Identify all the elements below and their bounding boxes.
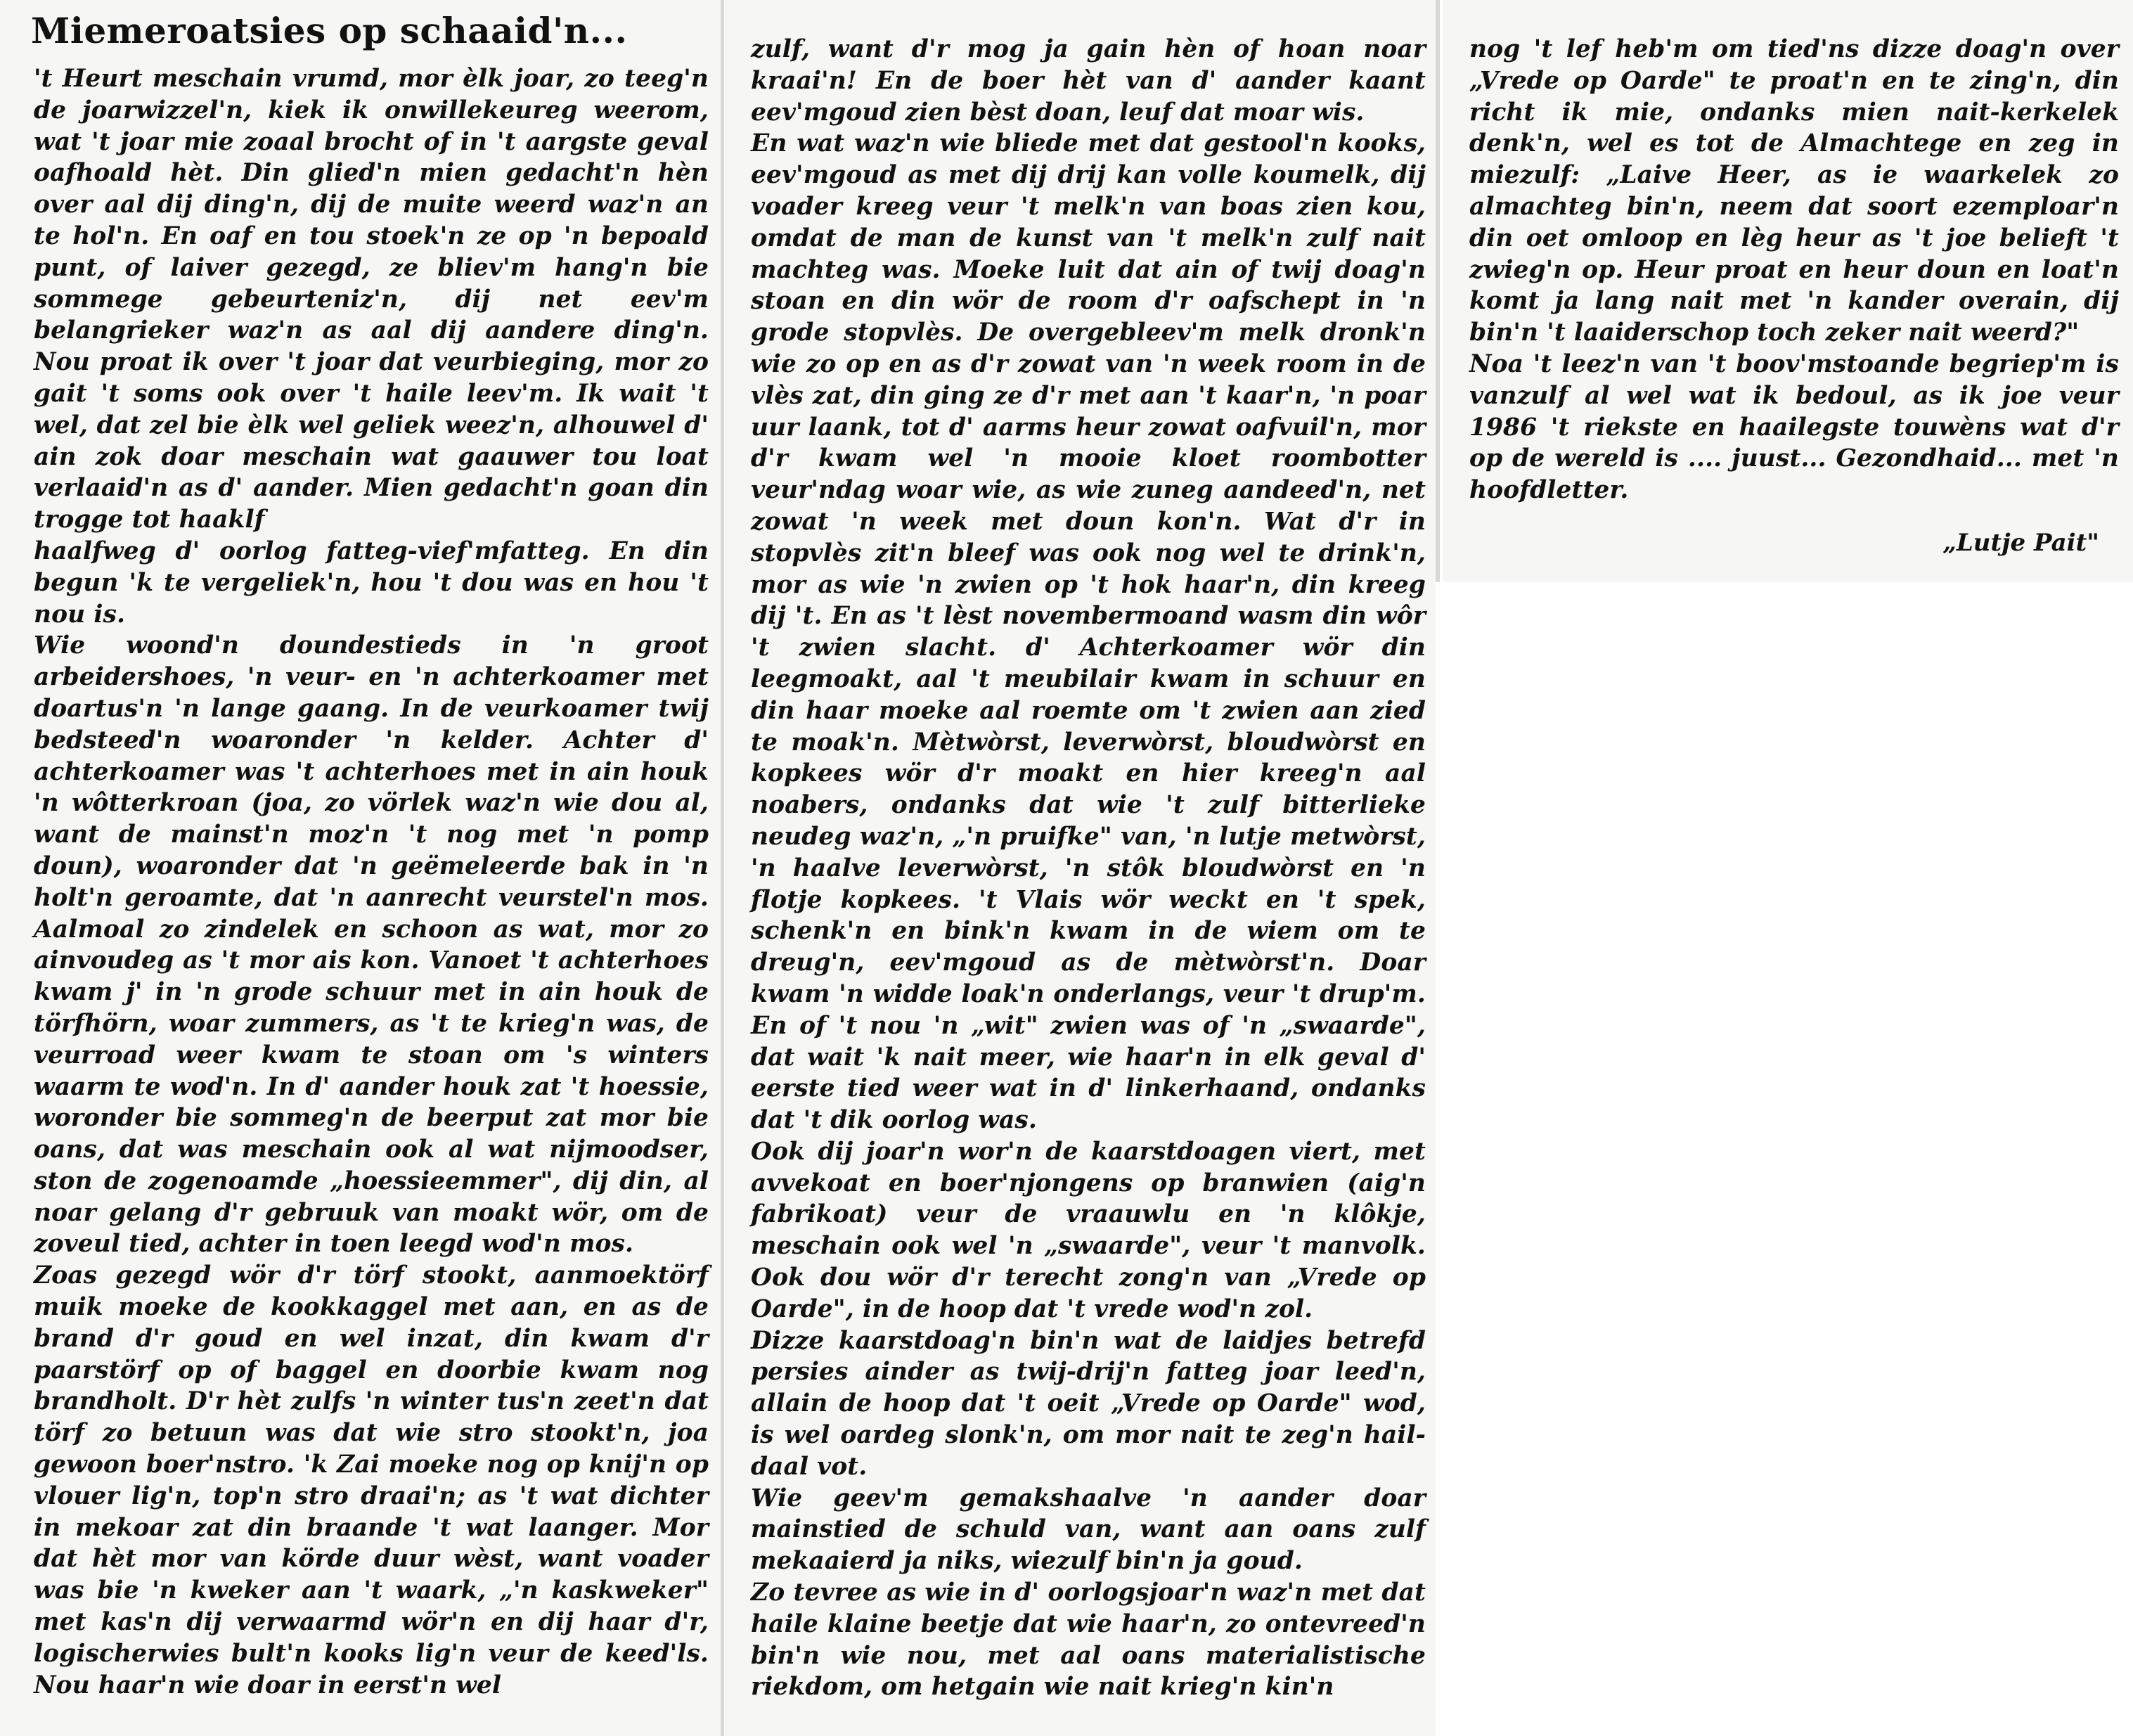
clipping-left-column xyxy=(0,0,721,1736)
paragraph: En wat waz'n wie bliede met dat gestool'n kooks, eev'mgoud as met dij drij kan volle koumelk, dij voader kreeg veur 't melk'n van boas zien kou, omdat de man de kunst van 't melk'n zulf nait machteg was. Moeke luit dat ain of twij doag'n stoan en din wör de room d'r oafschept in 'n grode stopvlès. De overgebleev'm melk dronk'n wie zo op en as d'r zowat van 'n week room in de vlès zat, din ging ze d'r met aan 't kaar'n, 'n poar uur laank, tot d' aarms heur zowat oafvuil'n, mor d'r kwam wel 'n mooie kloet roombotter veur'ndag woar wie, as wie zuneg aandeed'n, net zowat 'n week met doun kon'n. Wat d'r in stopvlès zit'n bleef was ook nog wel te drink'n, mor as wie 'n zwien op 't hok haar'n, din kreeg dij 't. En as 't lèst novembermoand wasm din wôr 't zwien slacht. d' Achterkoamer wör din leegmoakt, aal 't meubilair kwam in schuur en din haar moeke aal roemte om 't zwien aan zied te moak'n. Mètwòrst, leverwòrst, bloudwòrst en kopkees wör d'r moakt en hier kreeg'n aal noabers, ondanks dat wie 't zulf bitterlieke neudeg waz'n, „'n pruifke" van, 'n lutje metwòrst, 'n haalve leverwòrst, 'n stôk bloudwòrst en 'n flotje kopkees. 't Vlais wör weckt en 't spek, schenk'n en bink'n kwam in de wiem om te dreug'n, eev'mgoud as de mètwòrst'n. Doar kwam 'n widde loak'n onderlangs, veur 't drup'm. En of 't nou 'n „wit" zwien was of 'n „swaarde", dat wait 'k nait meer, wie haar'n in elk geval d' eerste tied weer wat in d' linkerhaand, ondanks dat 't dik oorlog was. xyxy=(751,129,1426,1135)
fold-seam xyxy=(1436,0,1440,582)
column-1 xyxy=(34,63,709,1701)
paragraph: Ook dij joar'n wor'n de kaarstdoagen viert, met avvekoat en boer'njongens op branwien (aig'n fabrikoat) veur de vraauwlu en 'n klôkje, meschain ook wel 'n „swaarde", veur 't manvolk. Ook dou wör d'r terecht zong'n van „Vrede op Oarde", in de hoop dat 't vrede wod'n zol. xyxy=(751,1137,1426,1323)
paragraph: nog 't lef heb'm om tied'ns dizze doag'n over „Vrede op Oarde" te proat'n en te zing'n, din richt ik mie, ondanks mien nait-kerkelek denk'n, wel es tot de Almachtege en zeg in miezulf: „Laive Heer, as ie waarkelek zo almachteg bin'n, neem dat soort ezemploar'n din oet omloop en lèg heur as 't joe belieft 't zwieg'n op. Heur proat en heur doun en loat'n komt ja lang nait met 'n kander overain, dij bin'n 't laaiderschop toch zeker nait weerd?" xyxy=(1469,35,2119,347)
article-title: Miemeroatsies op schaaid'n... xyxy=(31,10,628,51)
column-2 xyxy=(751,34,1426,1703)
paragraph: Dizze kaarstdoag'n bin'n wat de laidjes betrefd persies ainder as twij-drij'n fatteg joar leed'n, allain de hoop dat 't oeit „Vrede op Oarde" wod, is wel oardeg slonk'n, om mor nait te zeg'n hail-daal vot. xyxy=(751,1326,1426,1481)
paragraph: zulf, want d'r mog ja gain hèn of hoan noar kraai'n! En de boer hèt van d' aander kaant eev'mgoud zien bèst doan, leuf dat moar wis. xyxy=(751,35,1426,127)
author-signature: „Lutje Pait" xyxy=(1942,529,2099,557)
clipping-right-column xyxy=(1443,0,2133,582)
paragraph: haalfweg d' oorlog fatteg-vief'mfatteg. En din begun 'k te vergeliek'n, hou 't dou was en hou 't nou is. xyxy=(34,536,709,629)
paragraph: Zo tevree as wie in d' oorlogsjoar'n waz'n met dat haile klaine beetje dat wie haar'n, zo ontevreed'n bin'n wie nou, met aal oans materialistische riekdom, om hetgain wie nait krieg'n kin'n xyxy=(751,1579,1426,1702)
paragraph: Zoas gezegd wör d'r törf stookt, aanmoektörf muik moeke de kookkaggel met aan, en as de brand d'r goud en wel inzat, din kwam d'r paarstörf op of baggel en doorbie kwam nog brandholt. D'r hèt zulfs 'n winter tus'n zeet'n dat törf zo betuun was dat wie stro stookt'n, joa gewoon boer'nstro. 'k Zai moeke nog op knij'n op vlouer lig'n, top'n stro draai'n; as 't wat dichter in mekoar zat din braande 't wat laanger. Mor dat hèt mor van körde duur wèst, want voader was bie 'n kweker aan 't waark, „'n kaskweker" met kas'n dij verwaarmd wör'n en dij haar d'r, logischerwies bult'n kooks lig'n veur de keed'ls. Nou haar'n wie doar in eerst'n wel xyxy=(34,1261,709,1699)
paragraph: Wie woond'n doundestieds in 'n groot arbeidershoes, 'n veur- en 'n achterkoamer met doartus'n 'n lange gaang. In de veurkoamer twij bedsteed'n woaronder 'n kelder. Achter d' achterkoamer was 't achterhoes met in ain houk 'n wôtterkroan (joa, zo vörlek waz'n wie dou al, want de mainst'n moz'n 't nog met 'n pomp doun), woaronder dat 'n geëmeleerde bak in 'n holt'n geroamte, dat 'n aanrecht veurstel'n mos. Aalmoal zo zindelek en schoon as wat, mor zo ainvoudeg as 't mor ais kon. Vanoet 't achterhoes kwam j' in 'n grode schuur met in ain houk de törfhörn, woar zummers, as 't te krieg'n was, de veurroad weer kwam te stoan om 's winters waarm te wod'n. In d' aander houk zat 't hoessie, woronder bie sommeg'n de beerput zat mor bie oans, dat was meschain ook al wat nijmoodser, ston de zogenoamde „hoessieemmer", dij din, al noar gelang d'r gebruuk van moakt wör, om de zoveul tied, achter in toen leegd wod'n mos. xyxy=(34,631,709,1259)
paragraph: Wie geev'm gemakshaalve 'n aander doar mainstied de schuld van, want aan oans zulf mekaaierd ja niks, wiezulf bin'n ja goud. xyxy=(751,1484,1426,1576)
paragraph: 't Heurt meschain vrumd, mor èlk joar, zo teeg'n de joarwizzel'n, kiek ik onwillekeureg weerom, wat 't joar mie zoaal brocht of in 't aargste geval oafhoald hèt. Din glied'n mien gedacht'n hèn over aal dij ding'n, dij de muite weerd waz'n an te hol'n. En oaf en tou stoek'n ze op 'n bepoald punt, of laiver gezegd, ze bliev'm hang'n bie sommege gebeurteniz'n, dij net eev'm belangrieker waz'n as aal dij aandere ding'n. Nou proat ik over 't joar dat veurbieging, mor zo gait 't soms ook over 't haile leev'm. Ik wait 't wel, dat zel bie èlk wel geliek weez'n, alhouwel d' ain zok doar meschain wat gaauwer tou loat verlaaid'n as d' aander. Mien gedacht'n goan din trogge tot haaklf xyxy=(34,65,709,534)
clipping-middle-column xyxy=(724,0,1436,1736)
column-3 xyxy=(1469,34,2119,506)
paragraph: Noa 't leez'n van 't boov'mstoande begriep'm is vanzulf al wel wat ik bedoul, as ik joe veur 1986 't riekste en haailegste touwèns wat d'r op de wereld is .... juust... Gezondhaid... met 'n hoofdletter. xyxy=(1469,349,2119,505)
